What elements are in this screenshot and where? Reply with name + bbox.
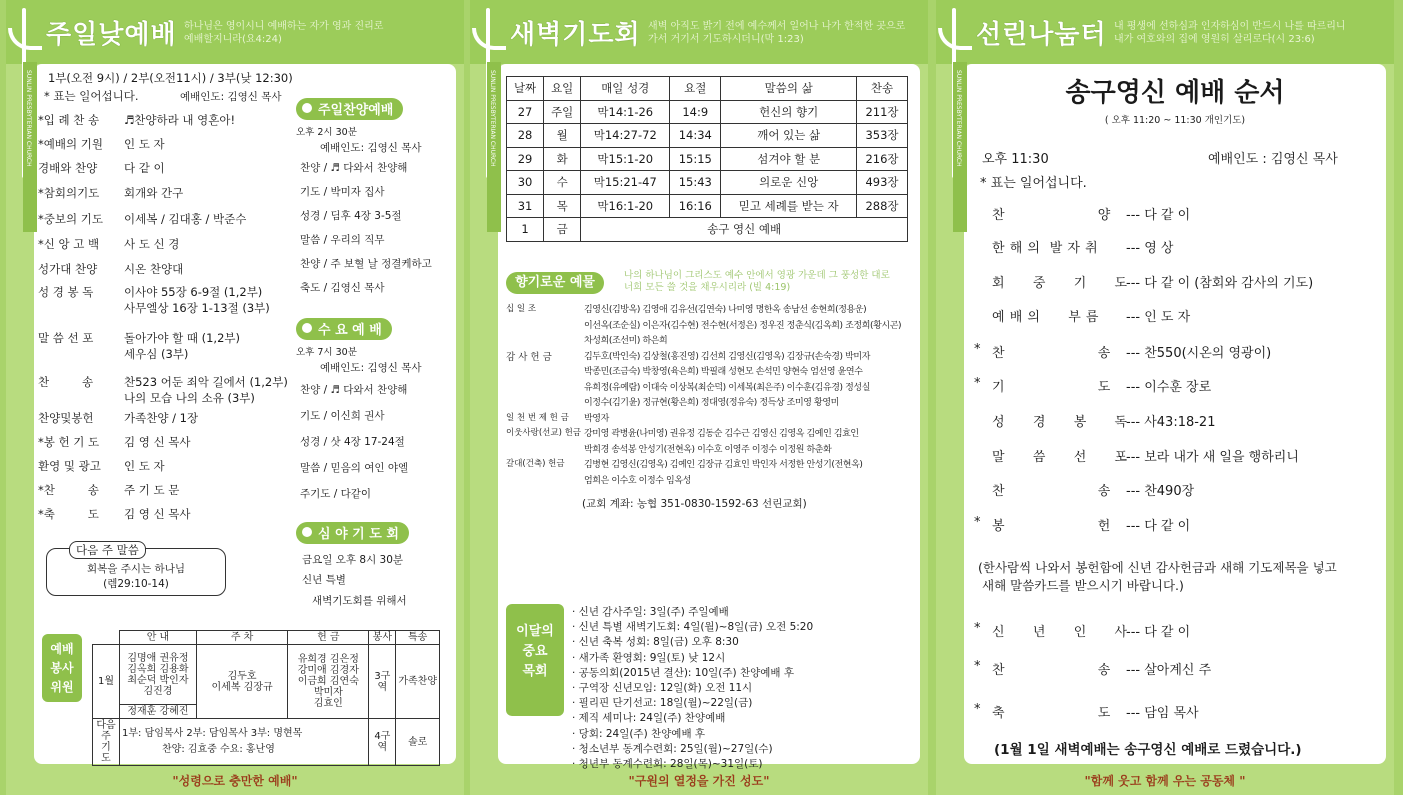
order-value-text: 사43:18-21 bbox=[1144, 415, 1216, 430]
offering-title: 향기로운 예물 bbox=[506, 272, 604, 294]
table-cell: 211장 bbox=[857, 100, 908, 124]
volunteer-table bbox=[92, 630, 440, 766]
table-row bbox=[507, 194, 908, 218]
service-times: 1부(오전 9시) / 2부(오전11시) / 3부(낮 12:30) bbox=[48, 71, 293, 85]
standing-mark: * bbox=[974, 342, 981, 357]
table-cell: 믿고 세례를 받는 자 bbox=[721, 194, 857, 218]
table-row bbox=[507, 100, 908, 124]
offering-names: 이정수(김기윤) 정규현(황은희) 정대영(정유숙) 정득상 조미영 황영미 bbox=[584, 398, 839, 408]
list-item: · 청소년부 동계수련회: 25일(월)~27일(수) bbox=[572, 742, 773, 755]
standing-mark: * bbox=[974, 702, 981, 717]
panel-title: 선린나눔터 bbox=[976, 20, 1107, 50]
order-value-text: 다 같 이 (참회와 감사의 기도) bbox=[1144, 276, 1314, 291]
panel-dawn-prayer bbox=[470, 0, 928, 795]
list-item: 주기도 / 다같이 bbox=[300, 488, 372, 500]
night-prayer-time: 금요일 오후 8시 30분 bbox=[302, 554, 404, 566]
order-value: --- 다 같 이 bbox=[1126, 208, 1191, 223]
table-cell: 493장 bbox=[857, 171, 908, 195]
subtitle: ( 오후 11:20 ~ 11:30 개인기도) bbox=[1104, 115, 1246, 126]
vol-next-label: 다음주 기 도 bbox=[93, 719, 120, 766]
order-label: *찬 송 bbox=[38, 483, 99, 497]
order-value: 찬523 어둔 죄악 길에서 (1,2부) bbox=[124, 375, 288, 389]
list-item: 성경 / 삿 4장 17-24절 bbox=[300, 436, 405, 448]
panel-footer: "함께 웃고 함께 우는 공동체 " bbox=[1084, 774, 1246, 788]
order-value-text: 보라 내가 새 일을 행하리니 bbox=[1144, 450, 1299, 465]
order-value: --- 보라 내가 새 일을 행하리니 bbox=[1126, 450, 1299, 465]
list-item: 기도 / 이신희 권사 bbox=[300, 410, 385, 422]
table-cell: 14:9 bbox=[670, 100, 721, 124]
vol-header-parking: 주 차 bbox=[196, 631, 287, 645]
offering-names: 박영자 bbox=[584, 413, 609, 424]
praise-service-title: 주일찬양예배 bbox=[296, 98, 403, 120]
list-item: · 신년 축복 성회: 8일(금) 오후 8:30 bbox=[572, 636, 739, 649]
table-cell: 27 bbox=[507, 100, 544, 124]
order-value-text: 인 도 자 bbox=[1144, 310, 1191, 325]
order-label: 기 도 bbox=[992, 380, 1111, 395]
list-item: 축도 / 김영신 목사 bbox=[300, 282, 385, 294]
order-label: 축 도 bbox=[992, 706, 1111, 721]
panel-content bbox=[964, 64, 1386, 764]
order-value: --- 인 도 자 bbox=[1126, 310, 1191, 325]
night-prayer-note: 신년 특별 bbox=[302, 574, 346, 586]
order-label: 찬 송 bbox=[992, 346, 1111, 361]
table-row bbox=[507, 171, 908, 195]
offering-label: 갈대(건축) 헌금 bbox=[506, 459, 565, 469]
next-week-sermon: 회복을 주시는 하나님 bbox=[87, 563, 185, 575]
panel-footer: "성령으로 충만한 예배" bbox=[172, 774, 298, 788]
standing-note: * 표는 일어섭니다. bbox=[980, 176, 1087, 191]
list-item: · 신년 특별 새벽기도회: 4일(월)~8일(금) 오전 5:20 bbox=[572, 621, 814, 634]
list-item: 성경 / 딤후 4장 3-5절 bbox=[300, 210, 402, 222]
order-value-text: 다 같 이 bbox=[1144, 519, 1191, 534]
standing-mark: * bbox=[974, 515, 981, 530]
standing-mark: * bbox=[974, 659, 981, 674]
order-value: 시온 찬양대 bbox=[124, 262, 184, 276]
table-cell: 15:15 bbox=[670, 147, 721, 171]
list-item: 말씀 / 우리의 직무 bbox=[300, 234, 385, 246]
list-item: · 청년부 동계수련회: 28일(목)~31일(토) bbox=[572, 758, 763, 770]
order-label: 찬 송 bbox=[992, 484, 1111, 499]
order-label: *입 례 찬 송 bbox=[38, 113, 100, 127]
next-week-sermon-box bbox=[46, 543, 226, 596]
header-verse: 새벽 아직도 밝기 전에 예수께서 일어나 나가 한적한 곳으로 가서 거기서 기도하시더니(막 1:23) bbox=[648, 21, 906, 45]
header-verse: 내 평생에 선하심과 인자하심이 반드시 나를 따르리니 내가 여호와의 집에 영원히 살리로다(시 23:6) bbox=[1114, 21, 1346, 45]
offering-verse: 나의 하나님이 그리스도 예수 안에서 영광 가운데 그 풍성한 대로 너희 모든 쓸 것을 채우시리라 (빌 4:19) bbox=[624, 270, 890, 293]
volunteer-label: 예배 봉사 위원 bbox=[42, 634, 82, 702]
panel-title: 새벽기도회 bbox=[510, 20, 641, 50]
order-value: --- 다 같 이 (참회와 감사의 기도) bbox=[1126, 276, 1314, 291]
order-label: 회 중 기 도 bbox=[992, 276, 1128, 291]
vol-special: 가족찬양 bbox=[396, 645, 440, 719]
offering-note-2: 새해 말씀카드를 받으시기 바랍니다.) bbox=[982, 578, 1184, 593]
schedule-header-row bbox=[507, 77, 908, 101]
panel-header bbox=[470, 0, 928, 64]
night-prayer-title: 심 야 기 도 회 bbox=[296, 522, 409, 544]
table-cell: 막14:1-26 bbox=[581, 100, 670, 124]
panel-sharing bbox=[936, 0, 1394, 795]
panel-content bbox=[498, 64, 920, 770]
vol-guide: 김명애 권유정 김옥희 김용화 최순덕 박인자 김진경 bbox=[120, 645, 197, 705]
table-cell: 28 bbox=[507, 124, 544, 148]
panel-sunday-worship bbox=[6, 0, 464, 795]
offering-label: 십 일 조 bbox=[506, 304, 537, 314]
offering-names: 강미영 곽병윤(나미영) 권유정 김동순 김수근 김영신 김영옥 김예인 김효인 bbox=[584, 429, 859, 439]
order-value: --- 사43:18-21 bbox=[1126, 415, 1216, 430]
list-item: 말씀 / 믿음의 여인 야엘 bbox=[300, 462, 409, 474]
side-label: SUNLIN PRESBYTERIAN CHURCH bbox=[487, 62, 501, 232]
praise-leader: 예배인도: 김영신 목사 bbox=[320, 142, 422, 154]
next-week-title: 다음 주 말씀 bbox=[69, 541, 146, 559]
table-cell: 목 bbox=[544, 194, 581, 218]
vol-guide-2: 정재훈 강혜진 bbox=[120, 705, 197, 719]
worship-leader: 예배인도: 김영신 목사 bbox=[180, 91, 282, 103]
offering-names: 박희경 송석봉 안성기(전현옥) 이수호 이영주 이정수 이정원 하춘화 bbox=[584, 444, 832, 455]
table-cell: 30 bbox=[507, 171, 544, 195]
panel-content bbox=[34, 64, 456, 764]
standing-note: * 표는 일어섭니다. bbox=[44, 89, 139, 103]
vol-header-service: 봉사 bbox=[369, 631, 396, 645]
offering-label: 일 천 번 제 헌 금 bbox=[506, 412, 569, 423]
offering-names: 이선옥(조순실) 이은자(김수현) 전수현(서정은) 정우진 정춘식(김옥희) 조정희(황시곤) bbox=[584, 320, 902, 331]
order-label: 찬 송 bbox=[992, 663, 1111, 678]
offering-label: 이웃사랑(선교) 헌금 bbox=[506, 428, 582, 438]
next-week-scripture: (렘29:10-14) bbox=[103, 578, 169, 590]
table-cell: 막15:21-47 bbox=[581, 171, 670, 195]
worship-leader: 예배인도 : 김영신 목사 bbox=[1208, 152, 1338, 167]
offering-label: 감 사 헌 금 bbox=[506, 351, 552, 363]
order-label: 성가대 찬양 bbox=[38, 262, 98, 276]
closing-note: (1월 1일 새벽예배는 송구영신 예배로 드렸습니다.) bbox=[994, 742, 1302, 758]
table-cell: 29 bbox=[507, 147, 544, 171]
table-row bbox=[507, 124, 908, 148]
main-title: 송구영신 예배 순서 bbox=[1065, 78, 1285, 108]
table-cell: 막14:27-72 bbox=[581, 124, 670, 148]
order-value: --- 찬490장 bbox=[1126, 484, 1195, 499]
table-cell: 수 bbox=[544, 171, 581, 195]
service-time: 오후 11:30 bbox=[982, 152, 1049, 167]
table-row bbox=[507, 147, 908, 171]
schedule-header: 요절 bbox=[670, 77, 721, 101]
order-value: 인 도 자 bbox=[124, 137, 165, 151]
table-cell: 막16:1-20 bbox=[581, 194, 670, 218]
order-value-text: 살아계신 주 bbox=[1144, 663, 1212, 678]
table-cell: 14:34 bbox=[670, 124, 721, 148]
schedule-header: 매일 성경 bbox=[581, 77, 670, 101]
vol-service: 3구역 bbox=[369, 645, 396, 719]
order-value: 회개와 간구 bbox=[124, 186, 184, 200]
header-verse: 하나님은 영이시니 예배하는 자가 영과 진리로 예배할지니라(요4:24) bbox=[184, 21, 384, 45]
order-value-text: 찬550(시온의 영광이) bbox=[1144, 346, 1272, 361]
vol-month: 1월 bbox=[93, 645, 120, 719]
list-item: · 구역장 신년모임: 12일(화) 오전 11시 bbox=[572, 682, 753, 694]
wednesday-service-title: 수 요 예 배 bbox=[296, 318, 392, 340]
order-value: 이사야 55장 6-9절 (1,2부) bbox=[124, 285, 263, 299]
order-label: 예 배 의 부 름 bbox=[992, 310, 1099, 325]
order-label: *축 도 bbox=[38, 507, 99, 521]
standing-mark: * bbox=[974, 376, 981, 391]
order-value: --- 다 같 이 bbox=[1126, 625, 1191, 640]
offering-names: 유희정(유예람) 이대숙 이상복(최순덕) 이세복(최은주) 이수훈(김유경) 정성실 bbox=[584, 382, 871, 393]
table-cell: 막15:1-20 bbox=[581, 147, 670, 171]
order-value-text: 담임 목사 bbox=[1144, 706, 1199, 721]
panel-header bbox=[936, 0, 1394, 64]
order-label: *봉 헌 기 도 bbox=[38, 435, 100, 449]
vol-next-service: 4구역 bbox=[369, 719, 396, 766]
table-cell: 깨어 있는 삶 bbox=[721, 124, 857, 148]
list-item: 찬양 / ♬ 다와서 찬양해 bbox=[300, 384, 408, 396]
order-label: 말 씀 선 포 bbox=[992, 450, 1128, 465]
order-value: 돌아가야 할 때 (1,2부) bbox=[124, 331, 240, 345]
list-item: · 새가족 환영회: 9일(토) 낮 12시 bbox=[572, 651, 726, 664]
vol-header-offering: 헌 금 bbox=[288, 631, 369, 645]
order-label: 말 씀 선 포 bbox=[38, 331, 94, 345]
order-value: 가족찬양 / 1장 bbox=[124, 411, 199, 425]
offering-names: 김두호(박인숙) 김상철(홍진영) 김선희 김영신(김영옥) 김장규(손숙경) 박미자 bbox=[584, 351, 871, 362]
schedule-header: 찬송 bbox=[857, 77, 908, 101]
order-label: *예배의 기원 bbox=[38, 137, 103, 151]
table-cell: 16:16 bbox=[670, 194, 721, 218]
order-value: --- 영 상 bbox=[1126, 241, 1174, 256]
order-value: 사무엘상 16장 1-13절 (3부) bbox=[124, 301, 270, 315]
order-value: 주 기 도 문 bbox=[124, 483, 180, 497]
vol-header-special: 특송 bbox=[396, 631, 440, 645]
order-value-text: 찬490장 bbox=[1144, 484, 1195, 499]
list-item: · 공동의회(2015년 결산): 10일(주) 찬양예배 후 bbox=[572, 666, 795, 679]
list-item: 찬양 / ♬ 다와서 찬양해 bbox=[300, 162, 408, 174]
order-value: 나의 모습 나의 소유 (3부) bbox=[124, 391, 255, 405]
order-value: --- 다 같 이 bbox=[1126, 519, 1191, 534]
order-label: 신 년 인 사 bbox=[992, 625, 1128, 640]
panel-footer: "구원의 열정을 가진 성도" bbox=[628, 774, 770, 788]
list-item: · 신년 감사주일: 3일(주) 주일예배 bbox=[572, 606, 729, 618]
praise-time: 오후 2시 30분 bbox=[296, 127, 357, 138]
order-label: *중보의 기도 bbox=[38, 212, 103, 226]
order-label: 성 경 봉 독 bbox=[38, 285, 94, 299]
order-label: 찬양및봉헌 bbox=[38, 411, 94, 425]
table-cell: 주일 bbox=[544, 100, 581, 124]
table-cell: 216장 bbox=[857, 147, 908, 171]
order-value: 사 도 신 경 bbox=[124, 237, 180, 251]
order-label: 찬 송 bbox=[38, 375, 94, 389]
order-value-text: 영 상 bbox=[1144, 241, 1174, 256]
offering-names: 엄희은 이수호 이정수 임옥성 bbox=[584, 475, 691, 486]
table-cell: 화 bbox=[544, 147, 581, 171]
dawn-prayer-schedule bbox=[506, 76, 908, 242]
order-value: 세우심 (3부) bbox=[124, 347, 189, 361]
order-value: --- 찬550(시온의 영광이) bbox=[1126, 346, 1272, 361]
vol-next-special: 솔로 bbox=[396, 719, 440, 766]
order-label: *참회의기도 bbox=[38, 186, 100, 200]
order-label: *신 앙 고 백 bbox=[38, 237, 100, 251]
offering-names: 차성희(조선미) 하은희 bbox=[584, 336, 668, 346]
standing-mark: * bbox=[974, 621, 981, 636]
order-value-text: 다 같 이 bbox=[1144, 625, 1191, 640]
table-cell: 월 bbox=[544, 124, 581, 148]
order-value: 김 영 신 목사 bbox=[124, 507, 191, 521]
list-item: · 제직 세미나: 24일(주) 찬양예배 bbox=[572, 712, 726, 725]
order-value: ♬찬양하라 내 영혼아! bbox=[124, 113, 236, 127]
order-label: 성 경 봉 독 bbox=[992, 415, 1128, 430]
vol-next-prayer: 1부: 담임목사 2부: 담임목사 3부: 명현목 찬양: 김효중 수요: 홍난영 bbox=[120, 719, 369, 766]
table-cell: 31 bbox=[507, 194, 544, 218]
schedule-header: 날짜 bbox=[507, 77, 544, 101]
table-cell: 의로운 신앙 bbox=[721, 171, 857, 195]
vol-offering: 유희경 김은정 강미애 김경자 이금희 김연숙 박미자 김효인 bbox=[288, 645, 369, 719]
order-value: --- 이수훈 장로 bbox=[1126, 380, 1212, 395]
new-year-service: 송구 영신 예배 bbox=[581, 218, 908, 242]
vol-parking: 김두호 이세복 김장규 bbox=[196, 645, 287, 719]
order-value-text: 다 같 이 bbox=[1144, 208, 1191, 223]
order-label: 찬 양 bbox=[992, 208, 1111, 223]
offering-names: 김병현 김영신(김영옥) 김예인 김장규 김효인 박인자 서정한 안성기(전현옥) bbox=[584, 460, 863, 470]
wednesday-leader: 예배인도: 김영신 목사 bbox=[320, 362, 422, 374]
offering-names: 김영신(김방옥) 김영애 김유선(김연숙) 나미영 명한옥 송남선 송현희(정용운) bbox=[584, 305, 867, 315]
table-cell: 섬겨야 할 분 bbox=[721, 147, 857, 171]
order-value-text: 이수훈 장로 bbox=[1144, 380, 1212, 395]
order-value: --- 살아계신 주 bbox=[1126, 663, 1212, 678]
table-row: 1 금 송구 영신 예배 bbox=[507, 218, 908, 242]
order-label: 한 해 의 발 자 취 bbox=[992, 241, 1099, 256]
list-item: · 당회: 24일(주) 찬양예배 후 bbox=[572, 727, 706, 740]
side-label: SUNLIN PRESBYTERIAN CHURCH bbox=[23, 62, 37, 232]
order-label: 봉 헌 bbox=[992, 519, 1111, 534]
order-value: 이세복 / 김대홍 / 박준수 bbox=[124, 212, 247, 226]
schedule-header: 요일 bbox=[544, 77, 581, 101]
monthly-news-label: 이달의 중요 목회 bbox=[506, 604, 564, 716]
table-cell: 288장 bbox=[857, 194, 908, 218]
offering-note-1: (한사람씩 나와서 봉헌함에 신년 감사헌금과 새해 기도제목을 넣고 bbox=[978, 560, 1337, 575]
order-value: 다 같 이 bbox=[124, 161, 165, 175]
order-value: 김 영 신 목사 bbox=[124, 435, 191, 449]
order-value: --- 담임 목사 bbox=[1126, 706, 1199, 721]
panel-header bbox=[6, 0, 464, 64]
list-item: 찬양 / 주 보혈 날 정결케하고 bbox=[300, 258, 432, 270]
vol-header-guide: 안 내 bbox=[120, 631, 197, 645]
church-account: (교회 계좌: 농협 351-0830-1592-63 선린교회) bbox=[582, 498, 807, 510]
table-cell: 헌신의 향기 bbox=[721, 100, 857, 124]
side-label: SUNLIN PRESBYTERIAN CHURCH bbox=[953, 62, 967, 232]
night-prayer-purpose: 새벽기도회를 위해서 bbox=[312, 595, 407, 607]
order-label: 경배와 찬양 bbox=[38, 161, 98, 175]
schedule-header: 말씀의 삶 bbox=[721, 77, 857, 101]
list-item: · 필리핀 단기선교: 18일(월)~22일(금) bbox=[572, 697, 753, 710]
table-cell: 15:43 bbox=[670, 171, 721, 195]
wednesday-time: 오후 7시 30분 bbox=[296, 347, 357, 358]
order-value: 인 도 자 bbox=[124, 459, 165, 473]
offering-names: 박종민(조금숙) 박창영(육은희) 박필래 성현모 손석민 양현숙 엄선영 윤연수 bbox=[584, 367, 863, 377]
table-cell: 353장 bbox=[857, 124, 908, 148]
panel-title: 주일낮예배 bbox=[46, 20, 177, 50]
list-item: 기도 / 박미자 집사 bbox=[300, 186, 385, 198]
order-label: 환영 및 광고 bbox=[38, 459, 101, 473]
